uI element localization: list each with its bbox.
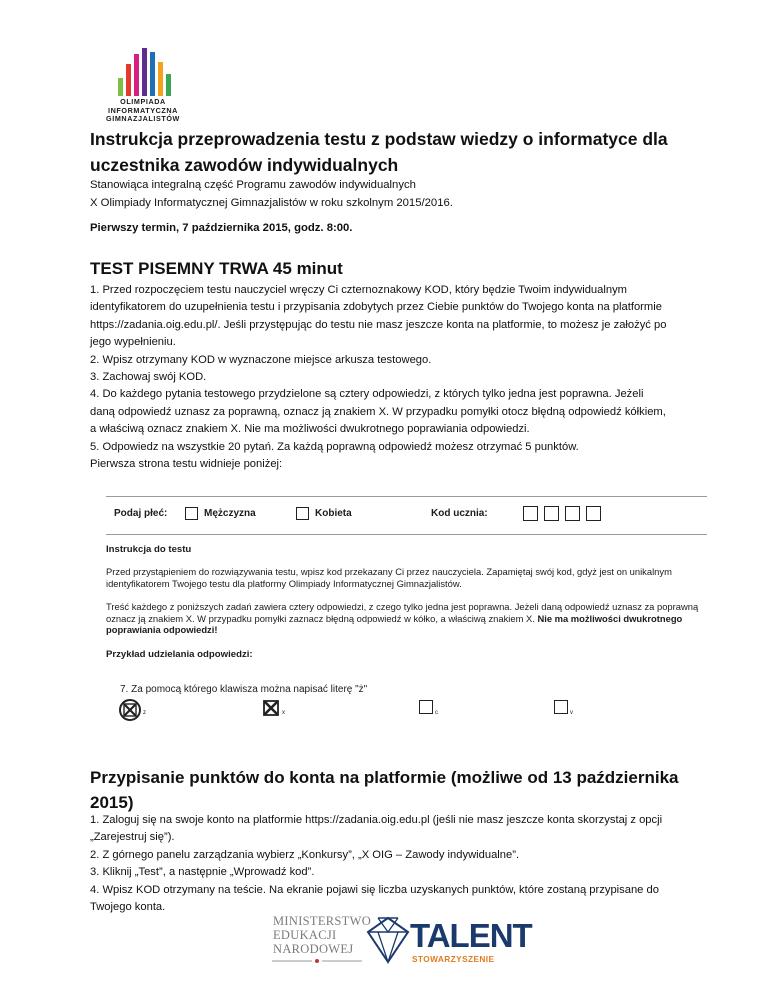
instruction-item: 3. Zachowaj swój KOD. [90,371,207,384]
form-para-2-text: Treść każdego z poniższych zadań zawiera cztery odpowiedzi, z czego tylko jedna jest poprawna. Jeżeli daną odpowiedź uznasz za poprawną oznacz ją znakiem X. W przypadku pomyłki zaznacz błędną odpowiedź w kółko, a właściwą znakiem X. [106,601,699,624]
instruction-item: 2. Wpisz otrzymany KOD w wyznaczone miejsce arkusza testowego. [90,353,432,366]
gender-label: Podaj płeć: [114,508,168,519]
logo-bars-icon [118,48,178,96]
ministry-underline-icon [272,958,362,964]
talent-name: TALENT [410,917,532,954]
form-para-1: Przed przystąpieniem do rozwiązywania testu, wpisz kod przekazany Ci przez nauczyciela. Zapamiętaj swój kod, gdyż jest on unikalnym identyfikatorem Twojego testu dla platformy Olimpiady Informatycznej Gimnazjalistów. [106,566,672,589]
logo-bar [166,74,171,96]
instruction-item: 1. Przed rozpoczęciem testu nauczyciel wręczy Ci czternoznakowy KOD, który będzie Twoim indywidualnym identyfikatorem do uzupełnienia testu i przypisania zdobytych przez Ciebie punktów do Twojego konta na platformie https://zadania.oig.edu.pl/. Jeśli przystępując do testu nie masz jeszcze konta na platformie, to możesz je założyć po jego wypełnieniu. [90,284,667,349]
ministry-line: EDUKACJI [273,928,337,942]
code-label: Kod ucznia: [431,508,488,519]
form-instr-heading: Instrukcja do testu [106,544,192,555]
male-label: Mężczyzna [204,508,256,519]
oig-logo [98,48,178,126]
crossed-box-icon [262,699,280,717]
step-item: 1. Zaloguj się na swoje konto na platformie https://zadania.oig.edu.pl (jeśli nie masz jeszcze konta skorzystaj z opcji „Zarejestruj się”). [90,814,663,844]
logo-bar [126,64,131,96]
logo-bar [142,48,147,96]
code-box [523,506,538,521]
code-box [565,506,580,521]
steps-list [90,812,690,916]
answer-checkbox [419,700,433,714]
ministry-line: MINISTERSTWO [273,914,372,928]
example-question: 7. Za pomocą którego klawisza można napisać literę "ż" [120,684,368,695]
logo-line: GIMNAZJALISTÓW [106,114,180,124]
divider [106,534,707,535]
instructions-list [90,282,670,473]
code-box [544,506,559,521]
test-date: Pierwszy termin, 7 października 2015, godz. 8:00. [90,222,353,234]
divider [106,496,707,497]
code-box [586,506,601,521]
logo-bar [134,54,139,96]
section-heading-test: TEST PISEMNY TRWA 45 minut [90,259,343,278]
female-checkbox [296,507,309,520]
subtitle-line: X Olimpiady Informatycznej Gimnazjalistów w roku szkolnym 2015/2016. [90,197,453,209]
subtitle-line: Stanowiąca integralną część Programu zawodów indywidualnych [90,179,416,191]
answer-label: x [282,710,285,716]
instruction-item: Pierwsza strona testu widnieje poniżej: [90,458,283,471]
step-item: 3. Kliknij „Test”, a następnie „Wprowadź kod”. [90,866,315,879]
form-para-2-bold: Nie ma możliwości dwukrotnego poprawiania odpowiedzi! [106,612,683,636]
answer-label: c [435,710,438,716]
step-item: 2. Z górnego panelu zarządzania wybierz „Konkursy”, „X OIG – Zawody indywidualne”. [90,848,520,861]
form-para-2 [106,601,706,636]
test-form-preview [106,494,707,734]
logo-bar [118,78,123,96]
answer-label: z [143,710,146,716]
talent-subtitle: STOWARZYSZENIE [412,954,495,964]
step-item: 4. Wpisz KOD otrzymany na teście. Na ekranie pojawi się liczba uzyskanych punktów, które zostaną przypisane do Twojego konta. [90,883,659,914]
subtitle [90,176,453,212]
logo-line: INFORMATYCZNA [108,105,178,115]
answer-label: v [570,710,573,716]
instruction-item: 4. Do każdego pytania testowego przydzielone są cztery odpowiedzi, z których tylko jedna jest poprawna. Jeżeli daną odpowiedź uznasz za poprawną, oznacz ją znakiem X. W przypadku pomyłki otocz błędną odpowiedź kółkiem, a właściwą oznacz znakiem X. Nie ma możliwości dwukrotnego poprawiania odpowiedzi. [90,388,666,436]
logo-text [98,98,188,124]
section-heading-points: Przypisanie punktów do konta na platformie (możliwe od 13 października 2015) [90,768,679,812]
example-heading: Przykład udzielania odpowiedzi: [106,649,253,660]
logo-bar [150,52,155,96]
ministry-line: NARODOWEJ [273,942,354,956]
ministry-logo [273,914,371,956]
logo-line: OLIMPIADA [120,97,166,106]
footer-logos [270,914,590,974]
document-title: Instrukcja przeprowadzenia testu z podstaw wiedzy o informatyce dla uczestnika zawodów indywidualnych [90,129,668,175]
circled-x-icon [118,698,142,722]
instruction-item: 5. Odpowiedz na wszystkie 20 pytań. Za każdą poprawną odpowiedź możesz otrzymać 5 punktów. [90,440,579,453]
male-checkbox [185,507,198,520]
female-label: Kobieta [315,508,352,519]
logo-bar [158,62,163,96]
diamond-icon [366,916,410,964]
answer-checkbox [554,700,568,714]
